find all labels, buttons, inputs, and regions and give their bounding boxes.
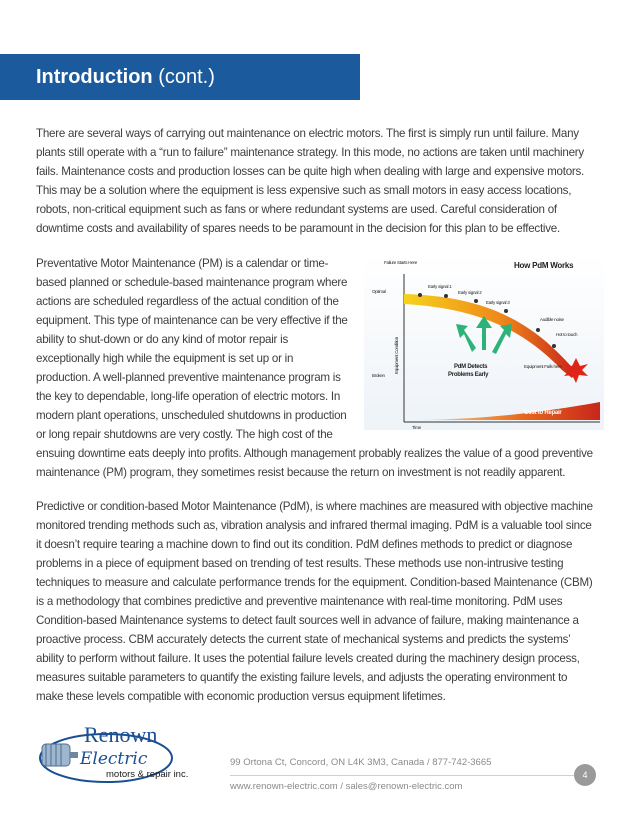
section-header-bar <box>0 54 360 100</box>
failure-start-dot <box>418 293 422 297</box>
logo-tagline: motors & repair inc. <box>106 769 189 780</box>
signal-2-dot <box>474 299 478 303</box>
hot-to-touch-dot <box>552 344 556 348</box>
signal-1-dot <box>444 294 448 298</box>
time-axis-label: Time <box>412 425 421 430</box>
signal-3-label: Early signal 3 <box>486 300 510 305</box>
equipment-fails-label: Equipment Fails here <box>524 364 562 369</box>
optimal-label: Optimal <box>372 289 386 294</box>
section-title-sub: (cont.) <box>158 66 215 88</box>
motor-icon <box>42 744 78 766</box>
section-title-main: Introduction <box>36 66 153 88</box>
signal-2-label: Early signal 2 <box>458 290 482 295</box>
footer-divider <box>230 775 574 776</box>
logo-name: Renown <box>84 722 158 747</box>
footer-web-contact: www.renown-electric.com / sales@renown-electric.com <box>230 781 463 792</box>
footer-address: 99 Ortona Ct, Concord, ON L4K 3M3, Canada / 877-742-3665 <box>230 757 492 768</box>
pdm-diagram <box>364 254 604 430</box>
broken-label: Broken <box>372 373 385 378</box>
cost-to-repair-label: Cost to Repair <box>524 410 562 416</box>
diagram-title: How PdM Works <box>514 261 574 270</box>
paragraph-preventive-maintenance <box>36 254 596 482</box>
pdm-detects-line2: Problems Early <box>448 372 489 378</box>
audible-noise-dot <box>536 328 540 332</box>
page-number-badge: 4 <box>574 764 596 786</box>
audible-noise-label: Audible noise <box>540 317 564 322</box>
logo-script: Electric <box>80 749 148 769</box>
paragraph-predictive-maintenance <box>36 497 596 706</box>
y-axis-label: Equipment Condition <box>394 336 399 374</box>
failure-starts-label: Failure Starts Here <box>384 260 418 265</box>
company-logo <box>36 722 216 788</box>
renown-logo-graphic <box>36 722 216 788</box>
hot-to-touch-label: Hot to touch <box>556 332 578 337</box>
paragraph-run-to-failure <box>36 124 596 238</box>
pdm-detects-line1: PdM Detects <box>454 364 488 370</box>
paragraph-text: Predictive or condition-based Motor Maintenance (PdM), is where machines are measured with objective machine monitored trending methods such as, vibration analysis and infrared thermal imaging. PdM is a valuable tool since it doesn’t require tearing a machine down to find out its condition. PdM defines methods to predict or diagnose problems in a piece of equipment based on trending of test results. These methods use non-intrusive testing techniques to measure and calculate performance trends for the equipment. Condition-based Maintenance (CBM) is a methodology that combines predictive and preventive maintenance with real-time monitoring. PdM uses Condition-based Maintenance systems to detect fault sources well in advance of failure, making maintenance a proactive process. CBM accurately detects the current state of mechanical systems and predicts the systems’ ability to perform without failure. It uses the potential failure levels created during the machinery design process, measures suitable parameters to quantify the existing failure levels, and adjusts the operating environment to make these levels compatible with economic production versus equipment lifetimes. <box>36 500 593 703</box>
signal-1-label: Early signal 1 <box>428 284 452 289</box>
section-title <box>36 64 215 90</box>
paragraph-text: There are several ways of carrying out maintenance on electric motors. The first is simply run until failure. Many plants still operate with a “run to failure” maintenance strategy. In this mode, no actions are taken until machinery fails. Maintenance costs and production losses can be quite high when dealing with large and expensive motors. This may be a solution where the equipment is less expensive such as small motors in easy access locations, robots, non-critical equipment such as fans or where redundant systems are used. Careful consideration of downtime costs and availability of spares needs to be paramount in the decision for this plan to be effective. <box>36 127 585 235</box>
signal-3-dot <box>504 309 508 313</box>
paragraph-text: Preventative Motor Maintenance (PM) is a calendar or time-based planned or schedule-based maintenance program where actions are scheduled regardless of the actual condition of the equipment. This type of maintenance can be very effective if the ability to shut-down or do any kind of motor repair is exceptionally high while the equipment is set up or in production. A well-planned preventive maintenance program is the key to dependable, long-life operation of electric motors. In modern plant operations, unscheduled shutdowns in production or long repair shutdowns are very costly. The high cost of the ensuing downtime eats deeply into profits. Although management probably realizes the value of a good preventive maintenance (PM) program, they sometimes resist because the return on investment is not readily apparent. <box>36 257 593 479</box>
how-pdm-works-figure <box>364 254 604 430</box>
